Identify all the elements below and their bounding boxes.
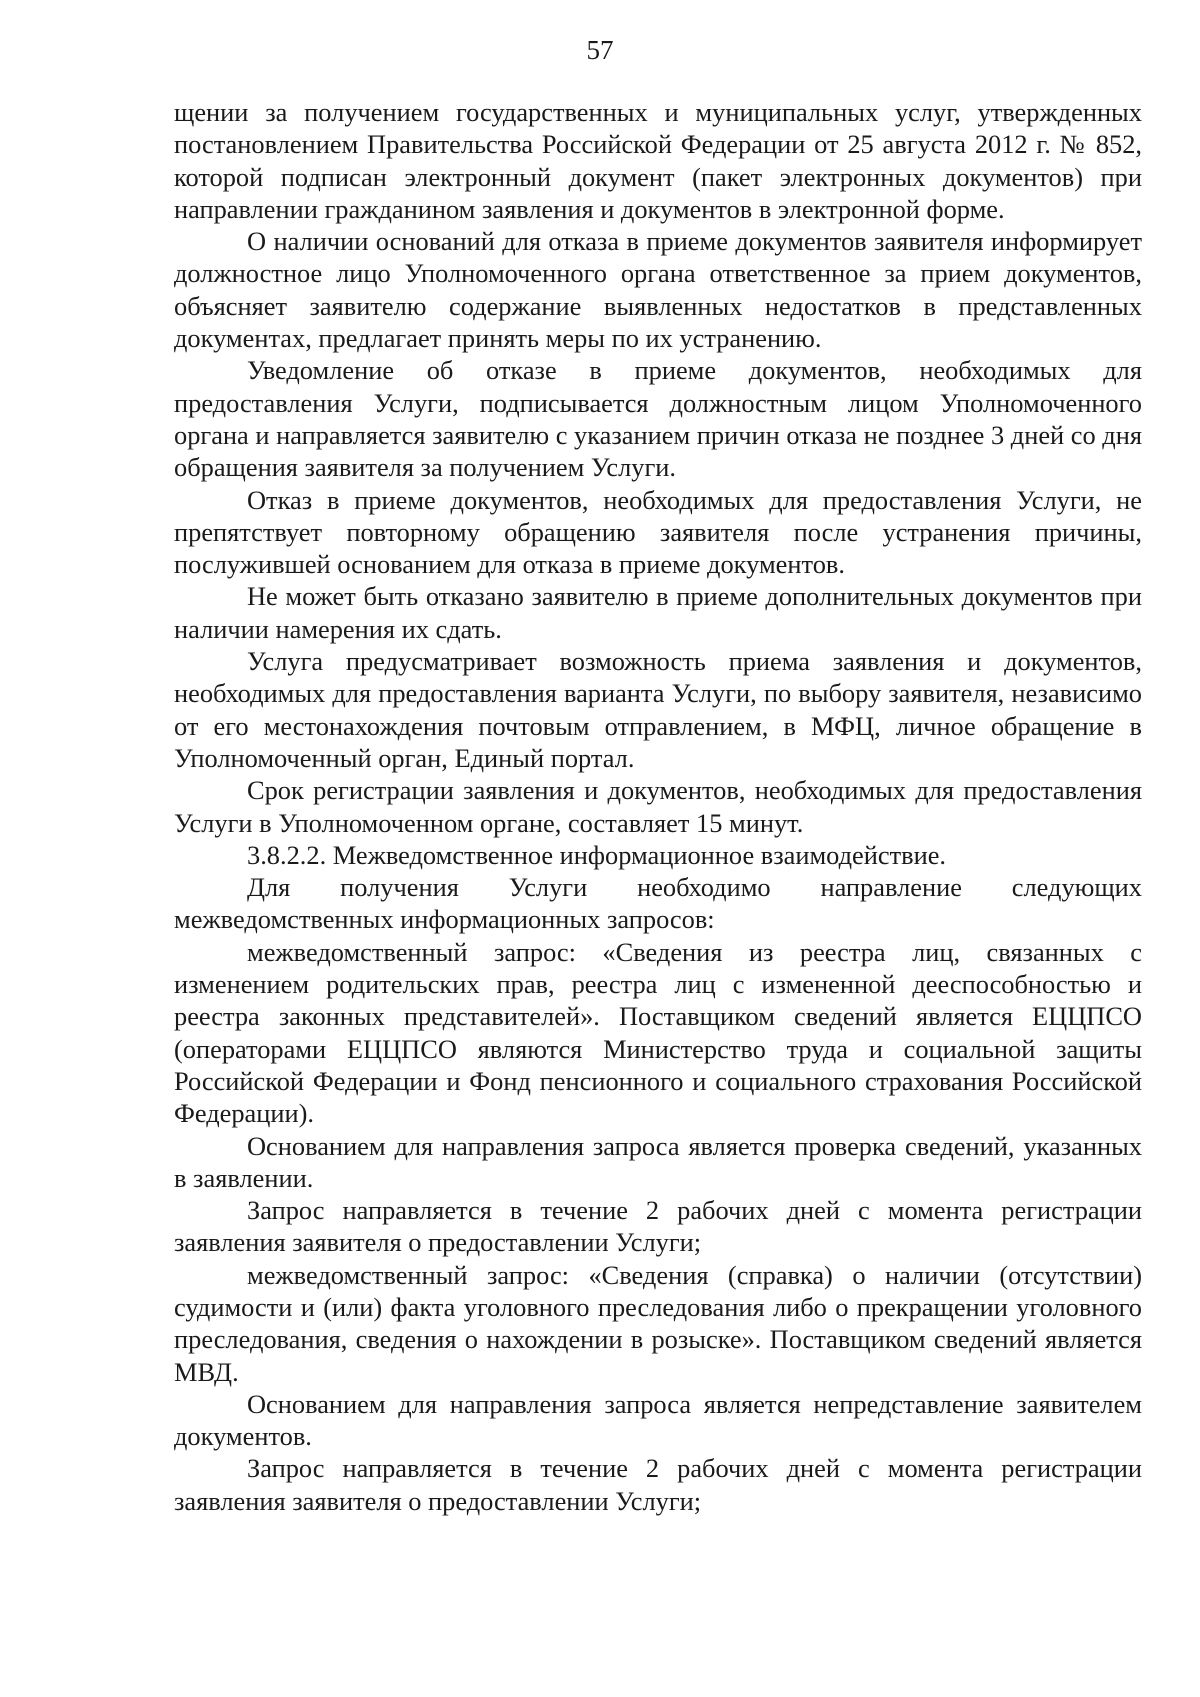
paragraph-additional-documents: Не может быть отказано заявителю в приеме дополнительных документов при наличии намерения их сдать. xyxy=(174,581,1142,644)
paragraph-refusal-notice: Уведомление об отказе в приеме документов, необходимых для предоставления Услуги, подписывается должностным лицом Уполномоченного органа и направляется заявителю с указанием причин отказа не позднее 3 дней со дня обращения заявителя за получением Услуги. xyxy=(174,355,1142,483)
page-number: 57 xyxy=(586,35,614,65)
paragraph-request-criminal-term: Запрос направляется в течение 2 рабочих дней с момента регистрации заявления заявителя о предоставлении Услуги; xyxy=(174,1453,1142,1516)
paragraph-request-registry-basis: Основанием для направления запроса является проверка сведений, указанных в заявлении. xyxy=(174,1130,1142,1193)
section-heading-3-8-2-2: 3.8.2.2. Межведомственное информационное взаимодействие. xyxy=(247,839,947,870)
paragraph-request-criminal-basis: Основанием для направления запроса является непредставление заявителем документов. xyxy=(174,1388,1142,1452)
paragraph-submission-methods: Услуга предусматривает возможность приема заявления и документов, необходимых для предоставления варианта Услуги, по выбору заявителя, независимо от его местонахождения почтовым отправлением, в МФЦ, личное обращение в Уполномоченный орган, Единый портал. xyxy=(174,646,1142,773)
paragraph-requests-intro: Для получения Услуги необходимо направление следующих межведомственных информационных запросов: xyxy=(174,872,1142,935)
paragraph-repeat-application: Отказ в приеме документов, необходимых для предоставления Услуги, не препятствует повторному обращению заявителя после устранения причины, послужившей основанием для отказа в приеме документов. xyxy=(174,484,1142,580)
paragraph-request-registry-term: Запрос направляется в течение 2 рабочих дней с момента регистрации заявления заявителя о предоставлении Услуги; xyxy=(174,1195,1142,1258)
paragraph-request-criminal-record: межведомственный запрос: «Сведения (справка) о наличии (отсутствии) судимости и (или) факта уголовного преследования либо о прекращении уголовного преследования, сведения о нахождении в розыске». Поставщиком сведений является МВД. xyxy=(174,1259,1142,1387)
paragraph-request-registry: межведомственный запрос: «Сведения из реестра лиц, связанных с изменением родительских прав, реестра лиц с измененной дееспособностью и реестра законных представителей». Поставщиком сведений является ЕЦЦПСО (операторами ЕЦЦПСО являются Министерство труда и социальной защиты Российской Федерации и Фонд пенсионного и социального страхования Российской Федерации). xyxy=(174,936,1142,1129)
paragraph-refusal-grounds: О наличии оснований для отказа в приеме документов заявителя информирует должностное лицо Уполномоченного органа ответственное за прием документов, объясняет заявителю содержание выявленных недостатков в представленных документах, предлагает принять меры по их устранению. xyxy=(174,226,1142,354)
paragraph-continuation: щении за получением государственных и муниципальных услуг, утвержденных постановлением Правительства Российской Федерации от 25 августа 2012 г. № 852, которой подписан электронный документ (пакет электронных документов) при направлении гражданином заявления и документов в электронной форме. xyxy=(174,97,1142,224)
paragraph-registration-term: Срок регистрации заявления и документов, необходимых для предоставления Услуги в Уполномоченном органе, составляет 15 минут. xyxy=(174,775,1142,838)
document-body xyxy=(174,96,1142,1517)
